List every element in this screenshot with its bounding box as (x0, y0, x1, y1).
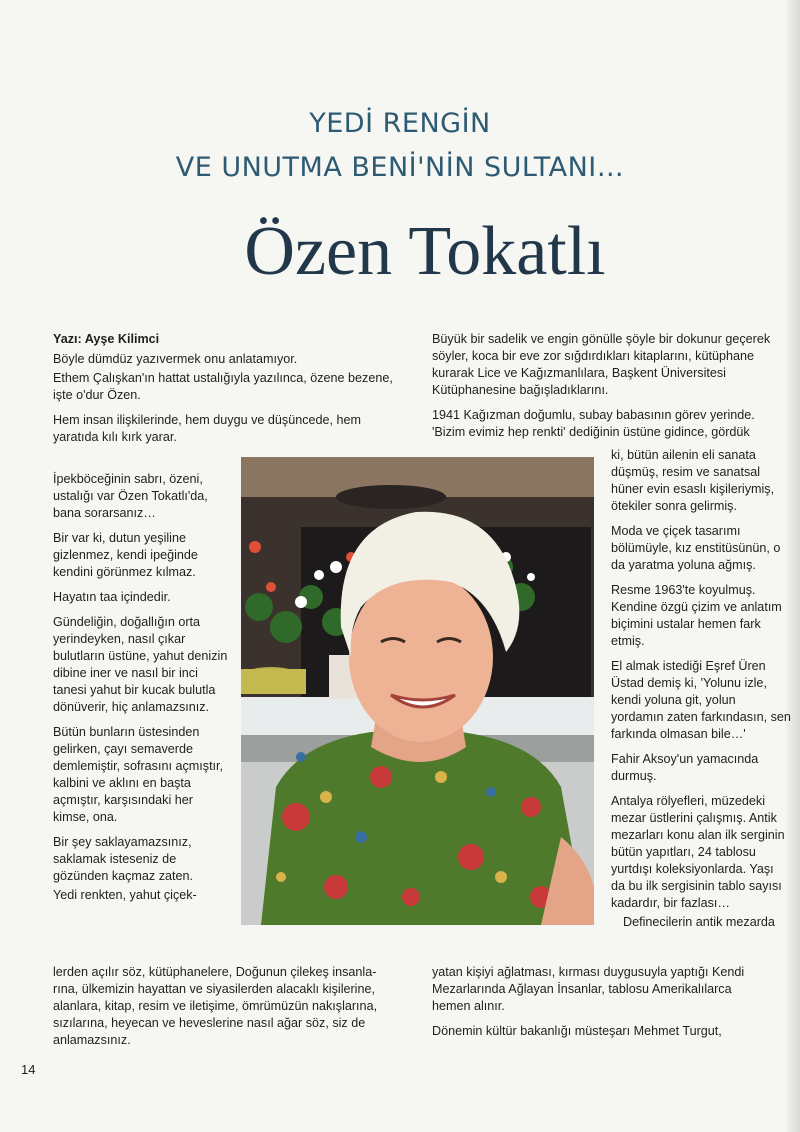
kicker-line-1: YEDİ RENGİN (309, 108, 491, 139)
paragraph: Gündeliğin, doğallığın orta yerindeyken, nasıl çıkar bulutların üstüne, yahut denizin dibine iner ve nasıl bir inci tanesi yahut bir kucak bulutla dönüverir, hiç anlamazsınız. (53, 615, 228, 714)
article-title: Özen Tokatlı (244, 213, 606, 290)
paragraph-line: 'Bizim evimiz hep renkti' dediğinin üstüne gidince, gördük (432, 425, 750, 439)
byline: Yazı: Ayşe Kilimci (53, 332, 160, 346)
paragraph: Ethem Çalışkan'ın hattat ustalığıyla yazılınca, özene bezene, işte o'dur Özen. (53, 371, 393, 402)
paragraph: El almak istediği Eşref Üren Üstad demiş ki, 'Yolunu izle, kendi yoluna git, yolun yordamın zaten farkındasın, sen farkında olmasan bile…' (611, 659, 791, 741)
left-column-top (53, 331, 405, 454)
paragraph: Büyük bir sadelik ve engin gönülle şöyle bir dokunur geçerek söyler, koca bir eve zor sığdırdıkları kitaplarını, kütüphane kurarak Lice ve Kağızmanlılara, Başkent Üniversitesi Kütüphanesine bağışladıklarını. (432, 332, 771, 397)
paragraph: Bir var ki, dutun yeşiline gizlenmez, kendi ipeğinde kendini görünmez kılmaz. (53, 531, 198, 579)
paragraph: Hayatın taa içindedir. (53, 590, 171, 604)
paragraph-line: sızılarına, heyecan ve heveslerine nasıl ağar söz, siz de (53, 1016, 366, 1030)
portrait-photo (241, 457, 594, 925)
paragraph-line: lerden açılır söz, kütüphanelere, Doğunun çilekeş insanla- (53, 965, 377, 979)
paragraph-line: Mezarlarında Ağlayan İnsanlar, tablosu Amerikalılarca (432, 982, 732, 996)
paragraph: Resme 1963'te koyulmuş. Kendine özgü çizim ve anlatım biçimini ustalar hemen fark etmiş. (611, 583, 782, 648)
right-column-top (432, 331, 790, 441)
paragraph: Bütün bunların üstesinden gelirken, çayı semaverde demlemiştir, sofrasını açmıştır, kalbini ve aklını en başta açmıştır, karşısındaki her kimse, ona. (53, 725, 224, 824)
left-column-narrow (53, 471, 231, 904)
paragraph: İpekböceğinin sabrı, özeni, ustalığı var Özen Tokatlı'da, bana sorarsanız… (53, 472, 208, 520)
paragraph-line: rına, ülkemizin hayattan ve siyasilerden alacaklı kişilerine, (53, 982, 375, 996)
paragraph: Hem insan ilişkilerinde, hem duygu ve düşüncede, hem yaratıda kılı kırk yarar. (53, 413, 362, 444)
paragraph: Böyle dümdüz yazıvermek onu anlatamıyor. (53, 352, 298, 366)
paragraph-line: hemen alınır. (432, 999, 505, 1013)
paragraph: Moda ve çiçek tasarımı bölümüyle, kız enstitüsünün, o da yaratma yoluna ağmış. (611, 524, 781, 572)
paragraph-line: yatan kişiyi ağlatması, kırması duygusuyla yaptığı Kendi (432, 965, 745, 979)
paragraph-start: Yedi renkten, yahut çiçek- (53, 888, 197, 902)
kicker-line-2: VE UNUTMA BENİ'NİN SULTANI… (175, 152, 625, 183)
page-number: 14 (21, 1062, 36, 1077)
paragraph-line: Dönemin kültür bakanlığı müsteşarı Mehmet Turgut, (432, 1024, 722, 1038)
paragraph-line: Definecilerin antik mezarda (623, 915, 775, 929)
paragraph-line: anlamazsınız. (53, 1033, 131, 1047)
paragraph-line: alanlara, kitap, resim ve iletişime, ömrümüzün nakışlarına, (53, 999, 378, 1013)
paragraph: Antalya rölyefleri, müzedeki mezar üstlerini çalışmış. Antik mezarları konu alan ilk serginin bütün yapıtları, 24 tablosu yurtdışı koleksiyonlarda. Yaşı da bu ilk sergisinin tablo sayısı kadardır, bir fazlası… (611, 794, 785, 910)
right-column-narrow (611, 447, 791, 931)
paragraph: ki, bütün ailenin eli sanata düşmüş, resim ve sanatsal hüner evin esaslı kişileriymiş, ötekiler sonra gelirmiş. (611, 448, 775, 513)
paragraph: Fahir Aksoy'un yamacında durmuş. (611, 752, 759, 783)
paragraph-line: 1941 Kağızman doğumlu, subay babasının görev yerinde. (432, 408, 755, 422)
paragraph: Bir şey saklayamazsınız, saklamak isteseniz de gözünden kaçmaz zaten. (53, 835, 194, 883)
